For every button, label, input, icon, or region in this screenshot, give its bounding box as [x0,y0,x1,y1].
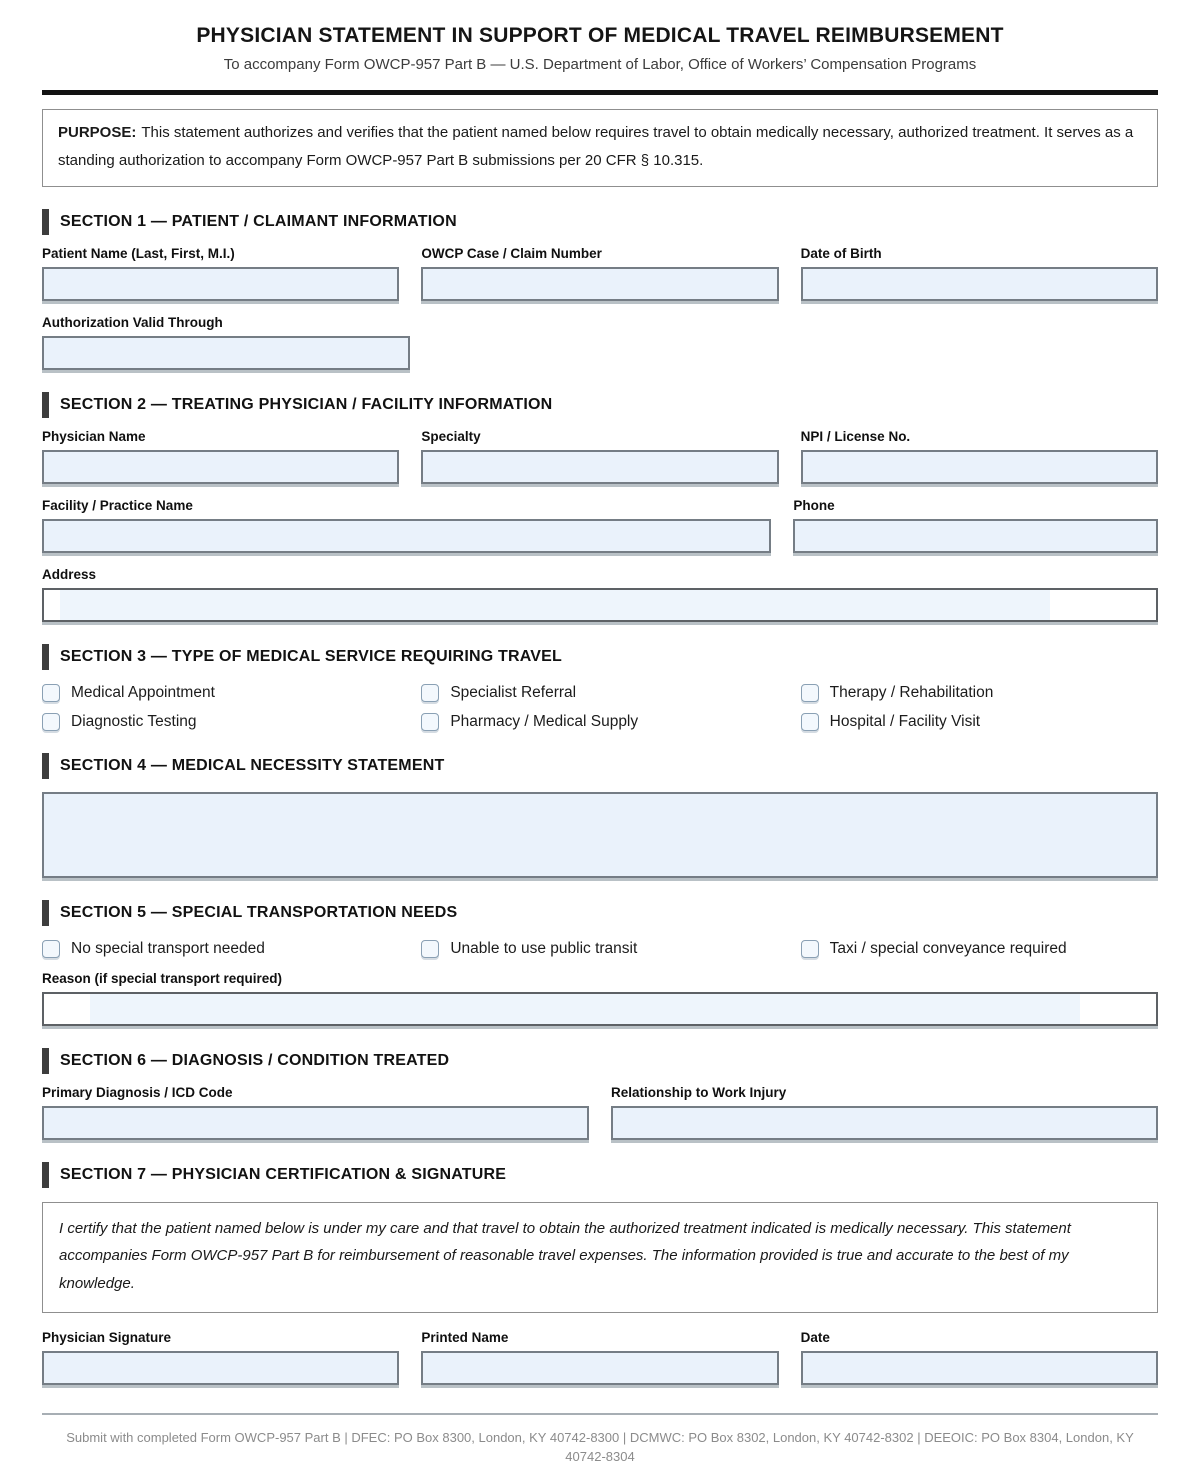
work-injury-relationship-input[interactable] [611,1106,1158,1140]
certification-statement: I certify that the patient named below is under my care and that travel to obtain the authorized treatment indicated is medically necessary. This statement accompanies Form OWCP-957 Part B for reimbursement of reasonable travel expenses. The information provided is true and accurate to the best of my knowledge. [42,1202,1158,1313]
phone-label: Phone [793,497,835,513]
physician-signature-input[interactable] [42,1351,399,1385]
transport-reason-outline [42,992,1158,1026]
taxi-special-conveyance-checkbox[interactable] [801,940,819,958]
owcp-case-label: OWCP Case / Claim Number [421,245,602,261]
npi-license-input[interactable] [801,450,1158,484]
npi-license-label: NPI / License No. [800,428,911,444]
facility-name-label: Facility / Practice Name [42,497,193,513]
footer [42,1413,1158,1467]
field-printed-name [421,1330,778,1385]
option-hospital-facility-visit[interactable]: Hospital / Facility Visit [801,713,1158,731]
section-5-heading: SECTION 5 — SPECIAL TRANSPORTATION NEEDS [42,900,1158,926]
owcp-case-input[interactable] [421,267,778,301]
field-physician-name [42,429,399,484]
date-of-birth-label: Date of Birth [800,245,882,261]
field-work-injury-relationship [611,1085,1158,1140]
field-phone [793,498,1158,553]
section-bar [42,900,49,926]
section-3-heading: SECTION 3 — TYPE OF MEDICAL SERVICE REQUIRING TRAVEL [42,644,1158,670]
section-7-heading: SECTION 7 — PHYSICIAN CERTIFICATION & SIGNATURE [42,1162,1158,1188]
diagnostic-testing-checkbox[interactable] [42,713,60,731]
physician-signature-label: Physician Signature [42,1329,172,1345]
section-bar [42,1162,49,1188]
option-taxi-special-conveyance[interactable]: Taxi / special conveyance required [801,940,1158,958]
field-transport-reason [42,971,1158,1026]
address-input[interactable] [60,590,1050,620]
section-6-heading: SECTION 6 — DIAGNOSIS / CONDITION TREATED [42,1048,1158,1074]
section-4-heading: SECTION 4 — MEDICAL NECESSITY STATEMENT [42,753,1158,779]
option-diagnostic-testing[interactable]: Diagnostic Testing [42,713,399,731]
auth-valid-through-label: Authorization Valid Through [42,314,223,330]
field-physician-signature [42,1330,399,1385]
date-input[interactable] [801,1351,1158,1385]
section-bar [42,644,49,670]
medical-appointment-checkbox[interactable] [42,684,60,702]
section-bar [42,1048,49,1074]
hospital-facility-visit-checkbox[interactable] [801,713,819,731]
unable-public-transit-checkbox[interactable] [421,940,439,958]
transport-reason-input[interactable] [90,994,1080,1024]
field-owcp-case [421,246,778,301]
option-pharmacy-medical-supply[interactable]: Pharmacy / Medical Supply [421,713,778,731]
field-facility-name [42,498,771,553]
field-date [801,1330,1158,1385]
patient-name-label: Patient Name (Last, First, M.I.) [42,245,235,261]
transport-reason-label: Reason (if special transport required) [42,970,283,986]
field-primary-diagnosis [42,1085,589,1140]
medical-necessity-textarea[interactable] [42,792,1158,878]
auth-valid-through-input[interactable] [42,336,410,370]
section-bar [42,753,49,779]
option-unable-public-transit[interactable]: Unable to use public transit [421,940,778,958]
work-injury-relationship-label: Relationship to Work Injury [611,1084,787,1100]
form-title: PHYSICIAN STATEMENT IN SUPPORT OF MEDICAL TRAVEL REIMBURSEMENT [196,24,1004,47]
field-npi-license [801,429,1158,484]
option-specialist-referral[interactable]: Specialist Referral [421,684,778,702]
phone-input[interactable] [793,519,1158,553]
printed-name-input[interactable] [421,1351,778,1385]
transport-need-options [42,940,1158,958]
specialty-input[interactable] [421,450,778,484]
primary-diagnosis-input[interactable] [42,1106,589,1140]
section-bar [42,209,49,235]
purpose-box [42,109,1158,187]
purpose-label: PURPOSE: [58,124,137,141]
field-patient-name [42,246,399,301]
option-therapy-rehabilitation[interactable]: Therapy / Rehabilitation [801,684,1158,702]
facility-name-input[interactable] [42,519,771,553]
footer-text: Submit with completed Form OWCP-957 Part B | DFEC: PO Box 8300, London, KY 40742-8300 | DCMWC: PO Box 8302, London, KY 40742-8302 | DEEOIC: PO Box 8304, London, KY 40742-8304 [66,1429,1134,1465]
section-2-heading: SECTION 2 — TREATING PHYSICIAN / FACILITY INFORMATION [42,392,1158,418]
address-label: Address [42,566,97,582]
physician-name-label: Physician Name [42,428,146,444]
option-no-special-transport[interactable]: No special transport needed [42,940,399,958]
section-1-heading: SECTION 1 — PATIENT / CLAIMANT INFORMATION [42,209,1158,235]
purpose-text: This statement authorizes and verifies that the patient named below requires travel to obtain medically necessary, authorized treatment. It serves as a standing authorization to accompany Form OWCP-957 Part B submissions per 20 CFR § 10.315. [58,124,1134,169]
section-bar [42,392,49,418]
header-divider [42,90,1158,95]
patient-name-input[interactable] [42,267,399,301]
field-auth-valid-through [42,315,1158,370]
field-date-of-birth [801,246,1158,301]
printed-name-label: Printed Name [421,1329,509,1345]
specialist-referral-checkbox[interactable] [421,684,439,702]
option-medical-appointment[interactable]: Medical Appointment [42,684,399,702]
primary-diagnosis-label: Primary Diagnosis / ICD Code [42,1084,233,1100]
form-subtitle: To accompany Form OWCP-957 Part B — U.S. Department of Labor, Office of Workers’ Compensation Programs [223,56,977,73]
date-of-birth-input[interactable] [801,267,1158,301]
pharmacy-medical-supply-checkbox[interactable] [421,713,439,731]
no-special-transport-checkbox[interactable] [42,940,60,958]
specialty-label: Specialty [421,428,481,444]
service-type-options [42,684,1158,731]
field-specialty [421,429,778,484]
therapy-rehabilitation-checkbox[interactable] [801,684,819,702]
field-address [42,567,1158,622]
date-label: Date [800,1329,830,1345]
physician-name-input[interactable] [42,450,399,484]
address-field-outline [42,588,1158,622]
